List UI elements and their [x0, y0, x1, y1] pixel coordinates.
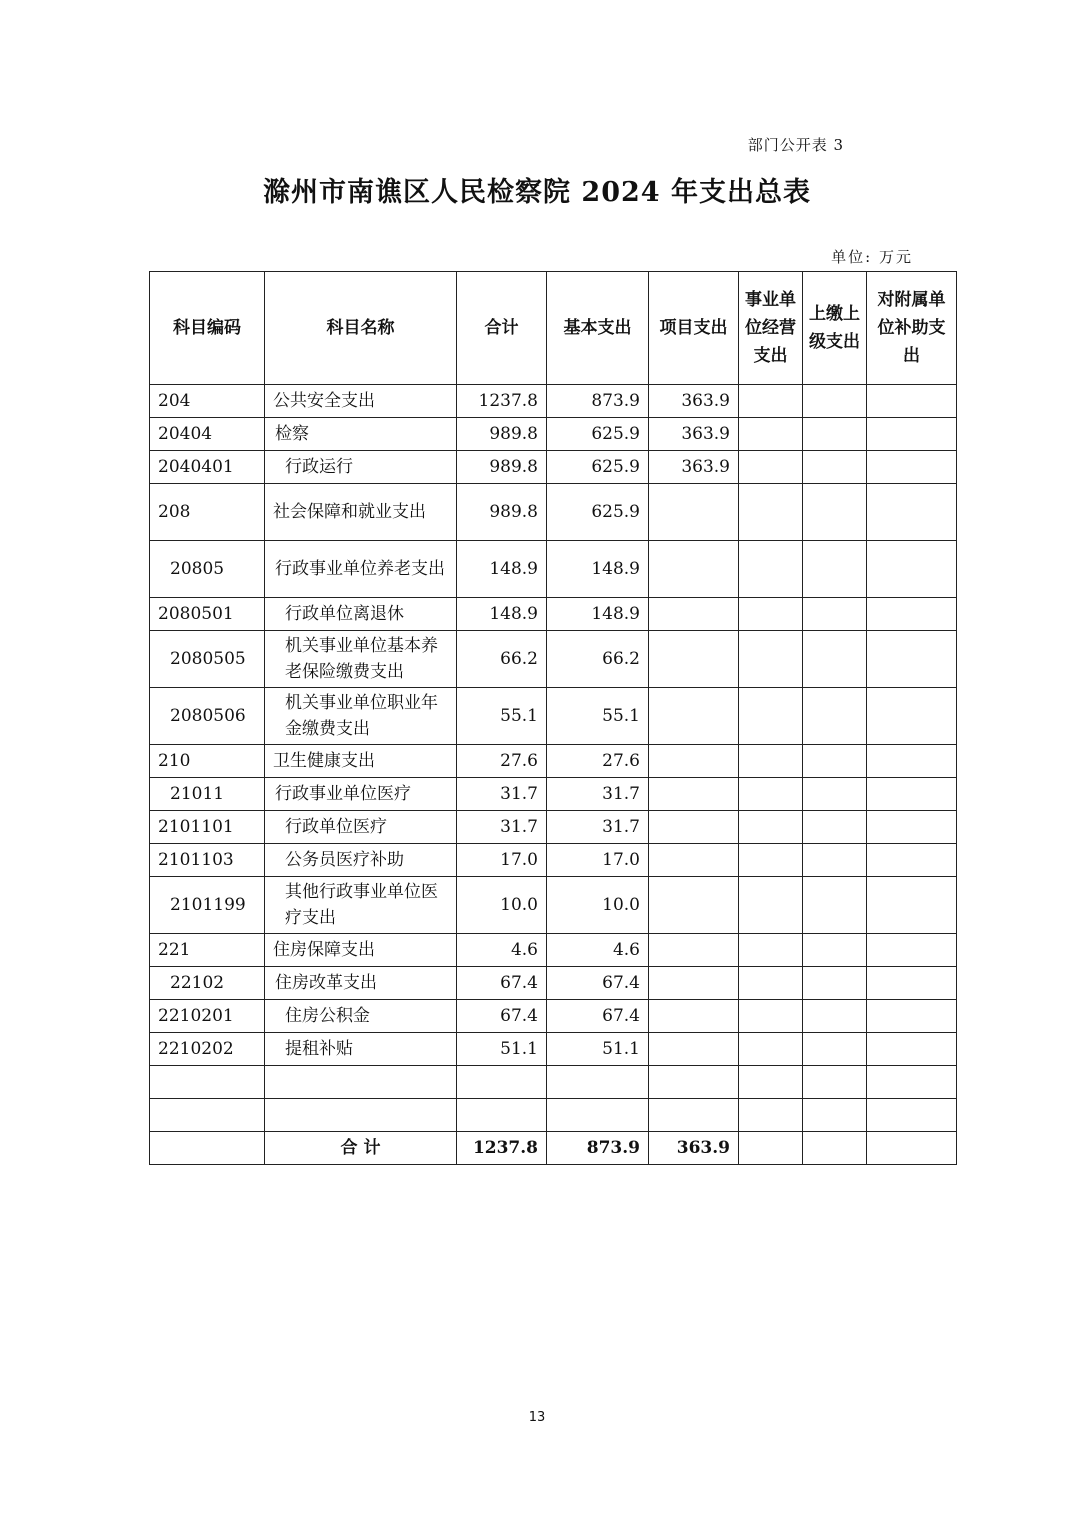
cell-business	[739, 1099, 803, 1132]
cell-basic: 67.4	[547, 967, 649, 1000]
cell-basic	[547, 1066, 649, 1099]
cell-basic: 625.9	[547, 451, 649, 484]
cell-subsidy	[867, 934, 957, 967]
cell-total: 55.1	[457, 688, 547, 745]
table-row	[150, 811, 957, 844]
header-code: 科目编码	[150, 272, 265, 385]
table-row	[150, 1033, 957, 1066]
cell-basic: 31.7	[547, 778, 649, 811]
total-project: 363.9	[649, 1132, 739, 1165]
cell-name: 行政运行	[265, 451, 457, 484]
table-row	[150, 934, 957, 967]
cell-name: 住房公积金	[265, 1000, 457, 1033]
cell-code: 221	[150, 934, 265, 967]
cell-total: 989.8	[457, 484, 547, 541]
form-number: 部门公开表 3	[747, 136, 844, 154]
cell-total: 31.7	[457, 811, 547, 844]
cell-total	[457, 1066, 547, 1099]
cell-total: 4.6	[457, 934, 547, 967]
cell-project	[649, 877, 739, 934]
total-label: 合 计	[265, 1132, 457, 1165]
cell-business	[739, 598, 803, 631]
cell-subsidy	[867, 1000, 957, 1033]
cell-basic: 51.1	[547, 1033, 649, 1066]
cell-project	[649, 844, 739, 877]
cell-project	[649, 778, 739, 811]
header-name: 科目名称	[265, 272, 457, 385]
cell-subsidy	[867, 877, 957, 934]
cell-project	[649, 745, 739, 778]
cell-project	[649, 934, 739, 967]
cell-name	[265, 1066, 457, 1099]
cell-basic: 873.9	[547, 385, 649, 418]
cell-remit	[803, 631, 867, 688]
cell-business	[739, 451, 803, 484]
cell-code: 2210202	[150, 1033, 265, 1066]
cell-project	[649, 811, 739, 844]
cell-remit	[803, 385, 867, 418]
cell-basic: 625.9	[547, 484, 649, 541]
cell-business	[739, 418, 803, 451]
table-row	[150, 631, 957, 688]
cell-code: 21011	[150, 778, 265, 811]
cell-remit	[803, 844, 867, 877]
cell-total: 67.4	[457, 1000, 547, 1033]
cell-basic: 55.1	[547, 688, 649, 745]
cell-subsidy	[867, 688, 957, 745]
cell-subsidy	[867, 541, 957, 598]
cell-basic: 67.4	[547, 1000, 649, 1033]
cell-total: 989.8	[457, 418, 547, 451]
cell-business	[739, 877, 803, 934]
cell-basic: 10.0	[547, 877, 649, 934]
cell-subsidy	[867, 967, 957, 1000]
cell-remit	[803, 877, 867, 934]
cell-code: 208	[150, 484, 265, 541]
page-title: 滁州市南谯区人民检察院 2024 年支出总表	[263, 177, 811, 208]
table-row	[150, 541, 957, 598]
cell-project: 363.9	[649, 451, 739, 484]
cell-code: 22102	[150, 967, 265, 1000]
cell-subsidy	[867, 631, 957, 688]
cell-basic: 66.2	[547, 631, 649, 688]
cell-name: 行政单位离退休	[265, 598, 457, 631]
cell-name: 公共安全支出	[265, 385, 457, 418]
cell-total: 148.9	[457, 598, 547, 631]
cell-name: 行政单位医疗	[265, 811, 457, 844]
cell-basic: 27.6	[547, 745, 649, 778]
cell-name: 检察	[265, 418, 457, 451]
cell-remit	[803, 1000, 867, 1033]
cell-code	[150, 1066, 265, 1099]
cell-basic: 625.9	[547, 418, 649, 451]
cell-subsidy	[867, 745, 957, 778]
cell-subsidy	[867, 598, 957, 631]
cell-code: 2080506	[150, 688, 265, 745]
cell-subsidy	[867, 811, 957, 844]
table-row	[150, 1000, 957, 1033]
cell-project	[649, 1066, 739, 1099]
cell-remit	[803, 1066, 867, 1099]
cell-remit	[803, 541, 867, 598]
cell-name: 住房改革支出	[265, 967, 457, 1000]
cell-code: 2101199	[150, 877, 265, 934]
cell-subsidy	[867, 484, 957, 541]
table-row	[150, 484, 957, 541]
cell-project	[649, 631, 739, 688]
cell-remit	[803, 811, 867, 844]
cell-basic: 4.6	[547, 934, 649, 967]
cell-subsidy	[867, 451, 957, 484]
cell-remit	[803, 484, 867, 541]
cell-total: 17.0	[457, 844, 547, 877]
cell-subsidy	[867, 1066, 957, 1099]
cell-total: 1237.8	[457, 385, 547, 418]
cell-basic: 31.7	[547, 811, 649, 844]
table-row	[150, 967, 957, 1000]
cell-project: 363.9	[649, 418, 739, 451]
cell-project	[649, 1000, 739, 1033]
expenditure-table	[149, 271, 957, 1165]
table-row	[150, 877, 957, 934]
cell-total: 51.1	[457, 1033, 547, 1066]
cell-remit	[803, 1099, 867, 1132]
cell-name: 机关事业单位职业年金缴费支出	[265, 688, 457, 745]
cell-total: 67.4	[457, 967, 547, 1000]
cell-name	[265, 1099, 457, 1132]
cell-name: 行政事业单位养老支出	[265, 541, 457, 598]
cell-name: 其他行政事业单位医疗支出	[265, 877, 457, 934]
cell-remit	[803, 778, 867, 811]
cell-remit	[803, 451, 867, 484]
total-row	[150, 1132, 957, 1165]
cell-name: 住房保障支出	[265, 934, 457, 967]
cell-business	[739, 541, 803, 598]
cell-code: 20805	[150, 541, 265, 598]
cell-total: 27.6	[457, 745, 547, 778]
cell-remit	[803, 745, 867, 778]
table-row	[150, 745, 957, 778]
cell-project	[649, 1033, 739, 1066]
cell-subsidy	[867, 385, 957, 418]
table-row	[150, 418, 957, 451]
header-remit: 上缴上级支出	[803, 272, 867, 385]
cell-business	[739, 1000, 803, 1033]
cell-name: 提租补贴	[265, 1033, 457, 1066]
table-row	[150, 385, 957, 418]
total-subsidy	[867, 1132, 957, 1165]
cell-total: 989.8	[457, 451, 547, 484]
table-row	[150, 598, 957, 631]
cell-subsidy	[867, 778, 957, 811]
cell-business	[739, 1066, 803, 1099]
total-business	[739, 1132, 803, 1165]
cell-code: 2101101	[150, 811, 265, 844]
unit-label: 单位: 万元	[831, 248, 913, 266]
cell-business	[739, 688, 803, 745]
cell-code: 210	[150, 745, 265, 778]
cell-business	[739, 811, 803, 844]
page-number: 13	[528, 1410, 546, 1425]
total-sum: 1237.8	[457, 1132, 547, 1165]
cell-subsidy	[867, 844, 957, 877]
cell-total: 148.9	[457, 541, 547, 598]
cell-basic: 148.9	[547, 541, 649, 598]
cell-basic	[547, 1099, 649, 1132]
header-project: 项目支出	[649, 272, 739, 385]
cell-basic: 148.9	[547, 598, 649, 631]
cell-project	[649, 967, 739, 1000]
cell-project	[649, 688, 739, 745]
cell-business	[739, 385, 803, 418]
cell-remit	[803, 934, 867, 967]
cell-project	[649, 484, 739, 541]
cell-business	[739, 631, 803, 688]
cell-code: 2101103	[150, 844, 265, 877]
cell-subsidy	[867, 418, 957, 451]
cell-remit	[803, 418, 867, 451]
header-row	[150, 272, 957, 385]
cell-business	[739, 1033, 803, 1066]
header-basic: 基本支出	[547, 272, 649, 385]
cell-business	[739, 844, 803, 877]
header-total: 合计	[457, 272, 547, 385]
table-row	[150, 688, 957, 745]
total-remit	[803, 1132, 867, 1165]
cell-code: 2080505	[150, 631, 265, 688]
cell-project	[649, 541, 739, 598]
cell-business	[739, 967, 803, 1000]
cell-code: 20404	[150, 418, 265, 451]
total-basic: 873.9	[547, 1132, 649, 1165]
cell-subsidy	[867, 1033, 957, 1066]
cell-total	[457, 1099, 547, 1132]
cell-basic: 17.0	[547, 844, 649, 877]
header-business: 事业单位经营支出	[739, 272, 803, 385]
cell-remit	[803, 598, 867, 631]
cell-code	[150, 1099, 265, 1132]
cell-code: 204	[150, 385, 265, 418]
cell-code: 2210201	[150, 1000, 265, 1033]
cell-name: 机关事业单位基本养老保险缴费支出	[265, 631, 457, 688]
cell-name: 公务员医疗补助	[265, 844, 457, 877]
table-row	[150, 778, 957, 811]
cell-total: 66.2	[457, 631, 547, 688]
cell-project: 363.9	[649, 385, 739, 418]
cell-remit	[803, 688, 867, 745]
cell-subsidy	[867, 1099, 957, 1132]
table-row	[150, 844, 957, 877]
cell-remit	[803, 1033, 867, 1066]
cell-business	[739, 484, 803, 541]
table-body	[150, 385, 957, 1132]
cell-name: 行政事业单位医疗	[265, 778, 457, 811]
table-row	[150, 1066, 957, 1099]
table-row	[150, 451, 957, 484]
cell-project	[649, 598, 739, 631]
cell-code: 2040401	[150, 451, 265, 484]
cell-name: 社会保障和就业支出	[265, 484, 457, 541]
cell-code: 2080501	[150, 598, 265, 631]
cell-business	[739, 745, 803, 778]
total-code-cell	[150, 1132, 265, 1165]
table-row	[150, 1099, 957, 1132]
cell-project	[649, 1099, 739, 1132]
header-subsidy: 对附属单位补助支出	[867, 272, 957, 385]
cell-name: 卫生健康支出	[265, 745, 457, 778]
cell-total: 31.7	[457, 778, 547, 811]
cell-total: 10.0	[457, 877, 547, 934]
cell-remit	[803, 967, 867, 1000]
cell-business	[739, 934, 803, 967]
cell-business	[739, 778, 803, 811]
